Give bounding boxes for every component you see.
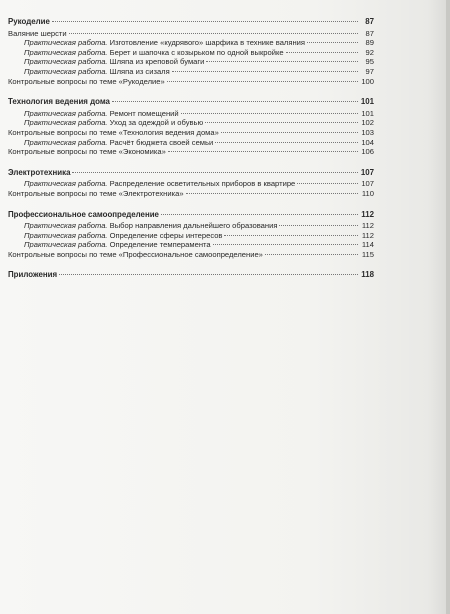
dot-leader	[168, 151, 358, 152]
dot-leader	[286, 52, 358, 53]
toc-entry	[8, 57, 374, 67]
dot-leader	[167, 81, 358, 82]
toc-entry	[8, 221, 374, 231]
dot-leader	[69, 33, 358, 34]
table-of-contents	[8, 17, 374, 291]
entry-lead: Практическая работа.	[24, 38, 108, 48]
dot-leader	[279, 225, 358, 226]
page-number: 95	[365, 57, 374, 67]
entry-title: Шляпа из креповой бумаги	[107, 57, 205, 67]
toc-entry	[8, 231, 374, 241]
dot-leader	[221, 132, 358, 133]
dot-leader	[297, 183, 358, 184]
entry-title: Выбор направления дальнейшего образования	[107, 221, 278, 231]
entry-title: Контрольные вопросы по теме «Профессиональное самоопределение»	[8, 249, 263, 259]
dot-leader	[72, 172, 358, 173]
toc-entry	[8, 118, 374, 128]
page-number: 104	[361, 137, 374, 147]
entry-lead: Практическая работа.	[24, 230, 108, 240]
dot-leader	[112, 101, 358, 102]
entry-text	[24, 221, 277, 231]
entry-text	[8, 77, 165, 87]
entry-text	[8, 250, 263, 260]
toc-entry	[8, 240, 374, 250]
entry-lead: Практическая работа.	[24, 57, 108, 67]
section-title: Электротехника	[8, 167, 71, 177]
entry-title: Определение сферы интересов	[107, 230, 223, 240]
dot-leader	[52, 21, 358, 22]
page-number: 87	[365, 28, 374, 38]
toc-entry	[8, 250, 374, 260]
page-edge	[446, 0, 450, 614]
page-number: 100	[361, 76, 374, 86]
dot-leader	[307, 42, 358, 43]
toc-entry	[8, 67, 374, 77]
entry-text	[8, 189, 184, 199]
entry-text	[24, 231, 222, 241]
toc-entry	[8, 109, 374, 119]
dot-leader	[186, 193, 358, 194]
entry-title: Берет и шапочка с козырьком по одной выкройке	[107, 47, 284, 57]
toc-section-heading	[8, 270, 374, 280]
entry-lead: Практическая работа.	[24, 221, 108, 231]
entry-text	[8, 29, 67, 39]
section-title: Профессиональное самоопределение	[8, 209, 159, 219]
page-number: 107	[361, 179, 374, 189]
entry-text	[8, 147, 166, 157]
toc-section-heading	[8, 17, 374, 27]
toc-entry	[8, 38, 374, 48]
entry-title: Расчёт бюджета своей семьи	[107, 137, 214, 147]
entry-title: Изготовление «кудрявого» шарфика в технике валяния	[107, 38, 306, 48]
page-number: 87	[365, 17, 374, 26]
entry-text	[24, 109, 179, 119]
entry-text	[24, 57, 204, 67]
toc-entry	[8, 48, 374, 58]
entry-lead: Практическая работа.	[24, 47, 108, 57]
toc-entry	[8, 179, 374, 189]
entry-title: Распределение осветительных приборов в квартире	[107, 179, 296, 189]
entry-lead: Практическая работа.	[24, 240, 108, 250]
page-number: 112	[361, 221, 374, 231]
entry-title: Определение темперамента	[107, 240, 211, 250]
entry-text	[24, 240, 211, 250]
toc-section-heading	[8, 168, 374, 178]
page-number: 102	[361, 118, 374, 128]
page-number: 97	[365, 66, 374, 76]
dot-leader	[224, 235, 358, 236]
entry-text	[24, 179, 295, 189]
entry-title: Контрольные вопросы по теме «Электротехника»	[8, 188, 184, 198]
entry-text	[24, 138, 213, 148]
toc-entry	[8, 138, 374, 148]
toc-section	[8, 270, 374, 280]
entry-text	[8, 128, 219, 138]
dot-leader	[215, 142, 358, 143]
page-number: 115	[361, 249, 374, 259]
page-number: 89	[365, 38, 374, 48]
toc-section	[8, 210, 374, 260]
entry-title: Контрольные вопросы по теме «Экономика»	[8, 147, 166, 157]
page-number: 112	[361, 230, 374, 240]
toc-section	[8, 97, 374, 157]
entry-title: Контрольные вопросы по теме «Технология ведения дома»	[8, 127, 219, 137]
entry-lead: Практическая работа.	[24, 66, 108, 76]
entry-lead: Практическая работа.	[24, 108, 108, 118]
dot-leader	[205, 122, 358, 123]
toc-entry	[8, 77, 374, 87]
toc-entry	[8, 128, 374, 138]
dot-leader	[59, 274, 358, 275]
toc-section	[8, 17, 374, 86]
section-title: Рукоделие	[8, 17, 50, 26]
page-number: 110	[361, 188, 374, 198]
page-number: 101	[361, 108, 374, 118]
page-number: 106	[361, 147, 374, 157]
page-number: 118	[361, 270, 374, 280]
page-number: 101	[360, 97, 374, 107]
entry-text	[24, 48, 284, 58]
entry-title: Валяние шерсти	[8, 28, 67, 38]
entry-lead: Практическая работа.	[24, 137, 108, 147]
page-number: 114	[361, 240, 374, 250]
entry-title: Шляпа из сизаля	[107, 66, 170, 76]
toc-section-heading	[8, 210, 374, 220]
entry-title: Уход за одеждой и обувью	[107, 118, 204, 128]
toc-entry	[8, 189, 374, 199]
page-number: 92	[365, 47, 374, 57]
entry-title: Контрольные вопросы по теме «Рукоделие»	[8, 76, 165, 86]
dot-leader	[206, 61, 358, 62]
section-title: Приложения	[8, 270, 58, 280]
entry-title: Ремонт помещений	[107, 108, 179, 118]
toc-section	[8, 168, 374, 199]
toc-entry	[8, 147, 374, 157]
entry-text	[24, 38, 305, 48]
section-title: Технология ведения дома	[8, 97, 110, 107]
page-number: 107	[360, 167, 374, 177]
entry-lead: Практическая работа.	[24, 179, 108, 189]
toc-entry	[8, 29, 374, 39]
dot-leader	[172, 71, 358, 72]
page-number: 112	[361, 209, 374, 219]
dot-leader	[161, 214, 358, 215]
entry-lead: Практическая работа.	[24, 118, 108, 128]
dot-leader	[181, 113, 358, 114]
dot-leader	[213, 244, 358, 245]
entry-text	[24, 67, 170, 77]
page-number: 103	[361, 127, 374, 137]
toc-section-heading	[8, 97, 374, 107]
dot-leader	[265, 254, 358, 255]
entry-text	[24, 118, 203, 128]
